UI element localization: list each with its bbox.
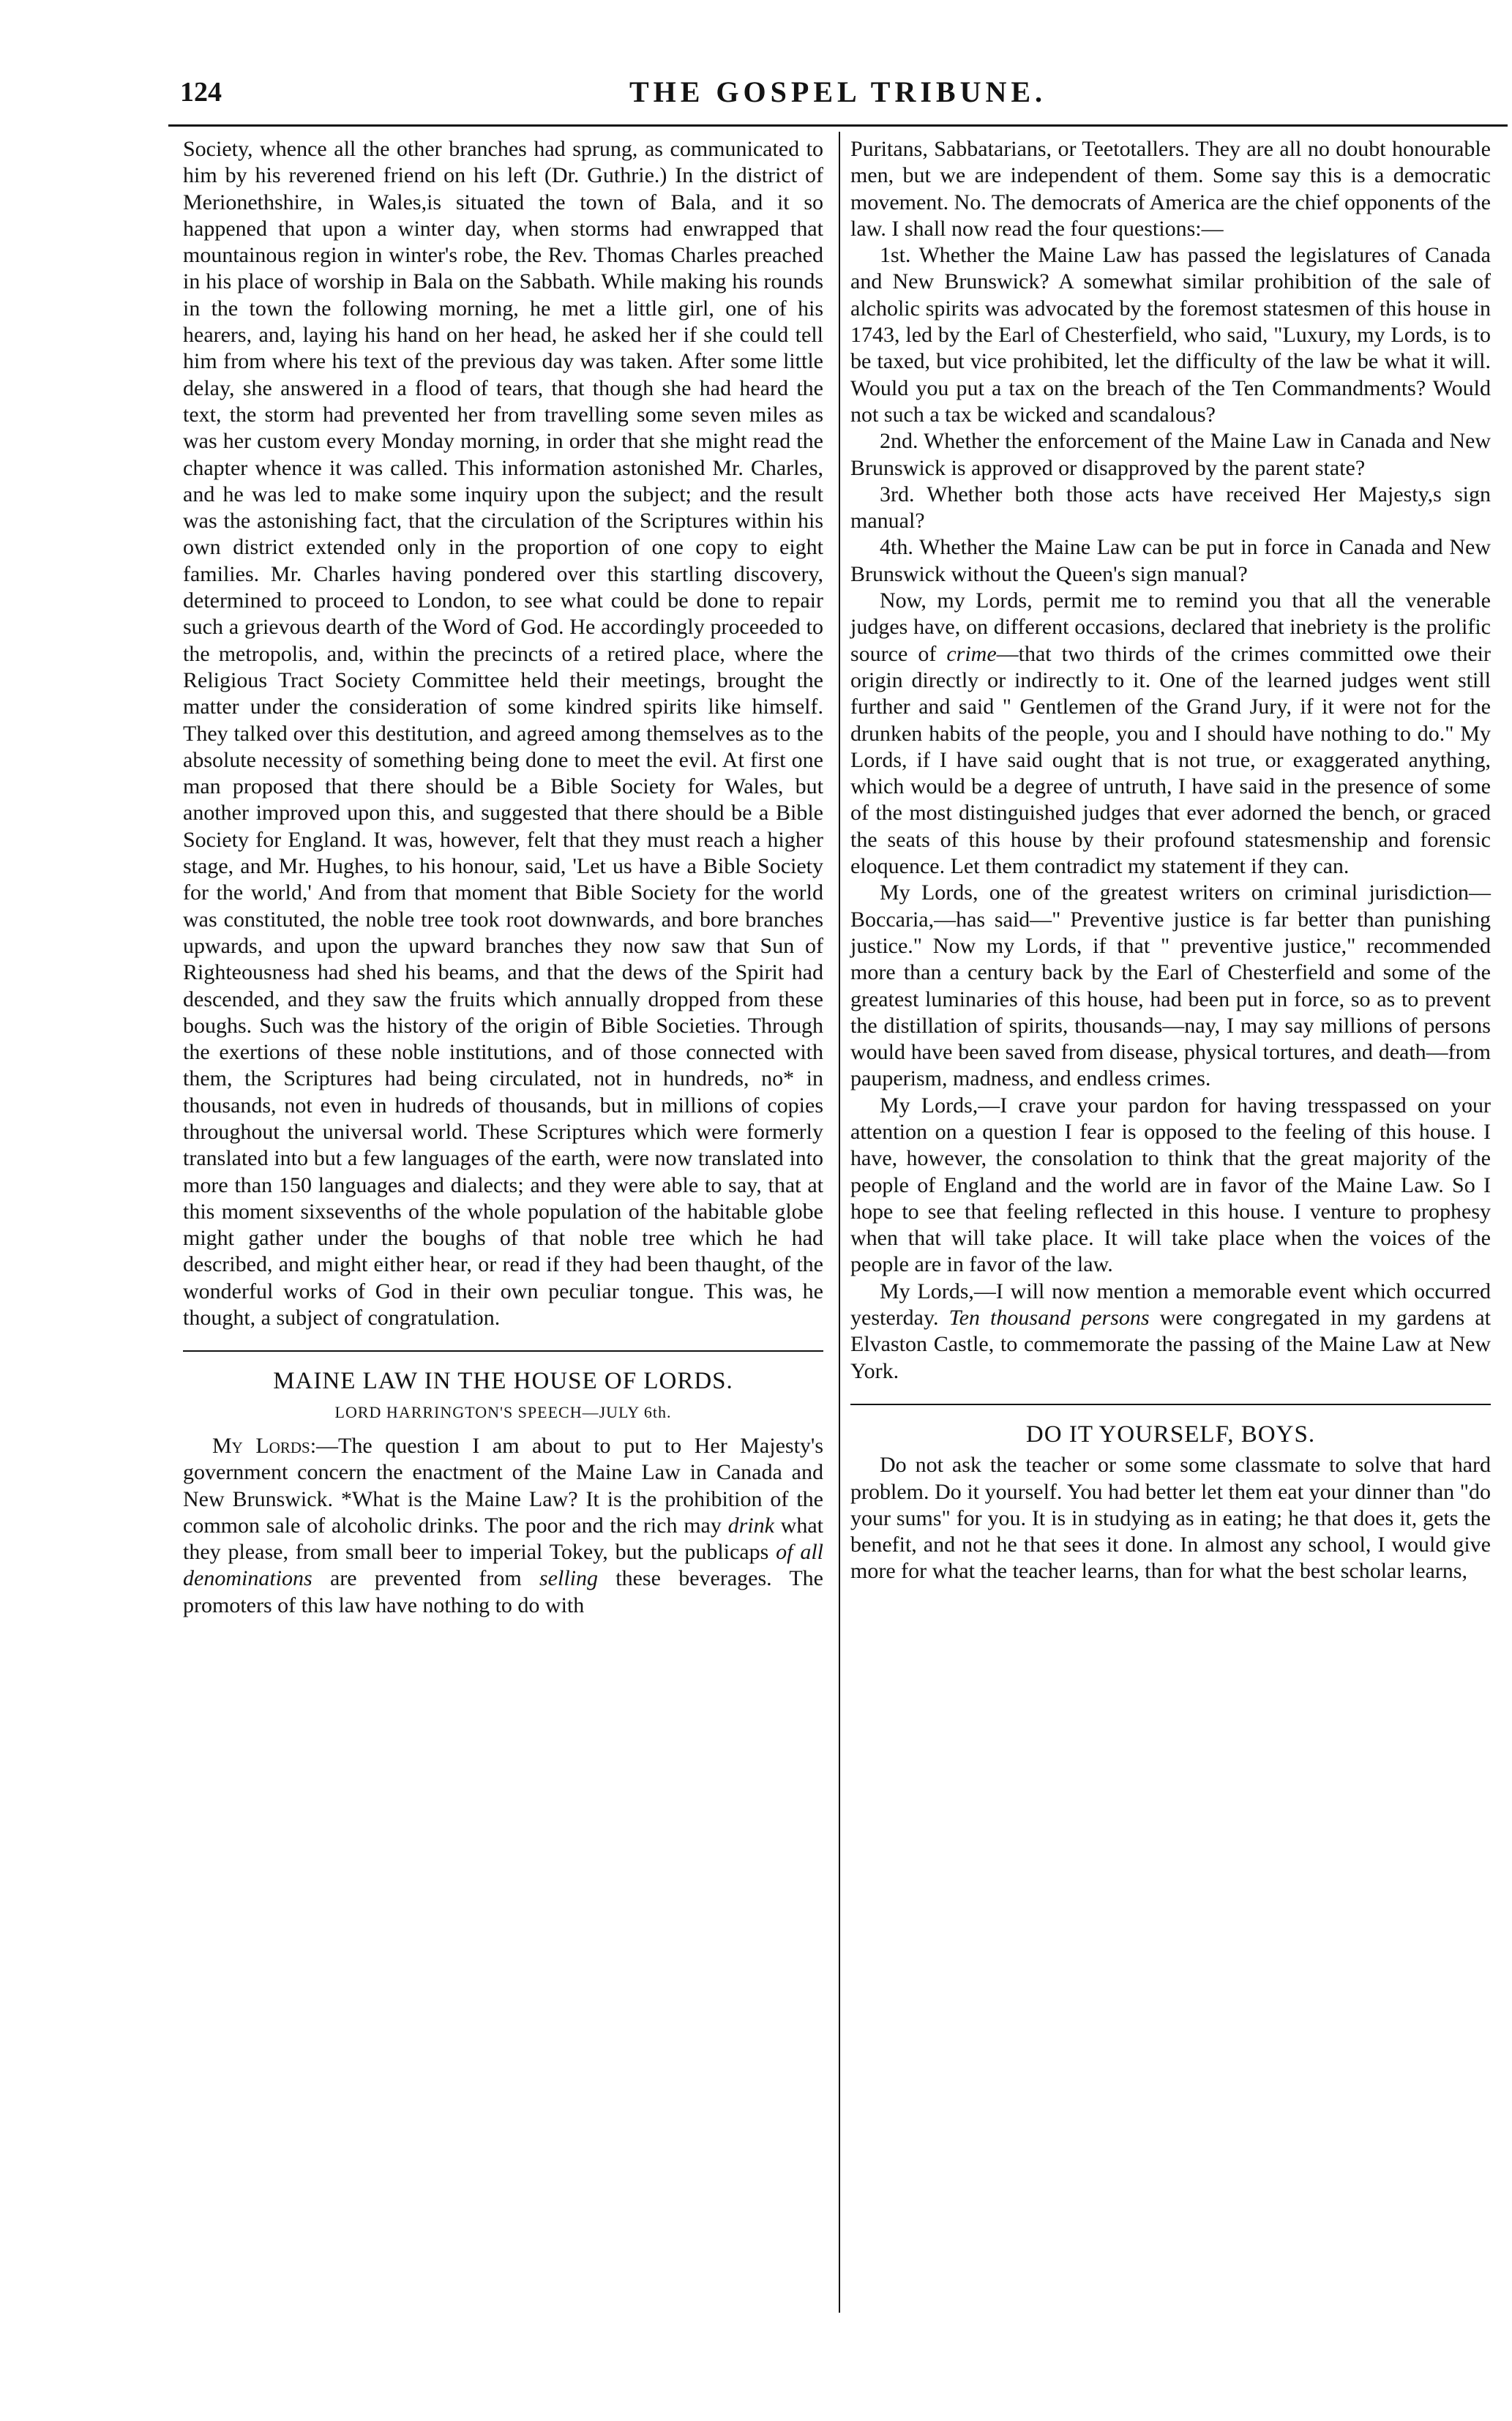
maine-law-title: MAINE LAW IN THE HOUSE OF LORDS. — [273, 1368, 733, 1395]
column-divider — [839, 132, 840, 2313]
preventive-justice-paragraph: My Lords, one of the greatest writers on criminal jurisdiction—Boccaria,—has said—" Preventive justice is far better than punishing justice." Now my Lords, if that " preventive justice," recommended more than a century back by the Earl of Chesterfield and some of the greatest luminaries of this house, had been put in force, so as to prevent the distillation of spirits, thousands—nay, I may say millions of persons would have been saved from disease, physical tortures, and death—from pauperism, madness, and endless crimes. — [850, 880, 1491, 1091]
maine-law-continued-paragraph: Puritans, Sabbatarians, or Teetotallers. They are all no doubt honourable men, but we are independent of them. Some say this is a democratic movement. No. The democrats of America are the chief opponents of the law. I shall now read the four questions:— — [850, 137, 1491, 241]
italic-selling: selling — [539, 1566, 598, 1591]
question-3-paragraph: 3rd. Whether both those acts have received Her Majesty,s sign manual? — [850, 482, 1491, 534]
question-2-paragraph: 2nd. Whether the enforcement of the Maine Law in Canada and New Brunswick is approved or disapproved by the parent state? — [850, 429, 1491, 480]
left-column — [183, 136, 823, 1619]
journal-title: THE GOSPEL TRIBUNE. — [629, 75, 1047, 108]
italic-crime: crime — [946, 641, 997, 666]
do-it-yourself-paragraph: Do not ask the teacher or some some classmate to solve that hard problem. Do it yourself. You had better let them eat your dinner than "do your sums" for you. It is in studying as in eating; he that does it, gets the benefit, and not he that sees it done. In almost any school, I would give more for what the teacher learns, than for what the best scholar learns, — [850, 1453, 1491, 1584]
right-column — [850, 136, 1491, 1585]
opening-salutation: My Lords — [212, 1433, 310, 1458]
judges-paragraph: Now, my Lords, permit me to remind you that all the venerable judges have, on different occasions, declared that inebriety is the prolific source of crime—that two thirds of the crimes committed owe their origin directly or indirectly to it. One of the learned judges went still further and said " Gentlemen of the Grand Jury, if it were not for the drunken habits of the people, you and I should have nothing to do." My Lords, if I have said ought that is not true, or exaggerated anything, which would be a degree of untruth, I have said in the presence of some of the most distinguished judges that ever adorned the bench, or graced the seats of this house by their profound statesmenship and forensic eloquence. Let them contradict my statement if they can. — [850, 588, 1491, 879]
question-1-paragraph: 1st. Whether the Maine Law has passed the legislatures of Canada and New Brunswick? A somewhat similar prohibition of the sale of alcholic spirits was advocated by the foremost statesmen of this house in 1743, led by the Earl of Chesterfield, who said, "Luxury, my Lords, is to be taxed, but vice prohibited, let the difficulty of the law be what it will. Would you put a tax on the breach of the Ten Commandments? Would not such a tax be wicked and scandalous? — [850, 243, 1491, 427]
header-rule — [168, 124, 1508, 127]
italic-ten-thousand: Ten thousand persons — [948, 1306, 1150, 1331]
section-rule-do-it-yourself — [850, 1404, 1491, 1405]
maine-law-subtitle: LORD HARRINGTON'S SPEECH—JULY 6th. — [334, 1402, 672, 1421]
bible-society-paragraph: Society, whence all the other branches had sprung, as communicated to him by his reverened friend on his left (Dr. Guthrie.) In the district of Merionethshire, in Wales,is situated the town of Bala, and it so happened that upon a winter day, when storms had enwrapped that mountainous region in winter's robe, the Rev. Thomas Charles preached in his place of worship in Bala on the Sabbath. While making his rounds in the town the following morning, he met a little girl, one of his hearers, and, laying his hand on her head, he asked her if she could tell him from where his text of the previous day was taken. After some little delay, she answered in a flood of tears, that though she had heard the text, the storm had prevented her from travelling some seven miles as was her custom every Monday morning, in order that she might read the chapter whence it was called. This information astonished Mr. Charles, and he was led to make some inquiry upon the subject; and the result was the astonishing fact, that the circulation of the Scriptures within his own district extended only in the proportion of one copy to eight families. Mr. Charles having pondered over this startling discovery, determined to proceed to London, to see what could be done to repair such a grievous dearth of the Word of God. He accordingly proceeded to the metropolis, and, within the precincts of a retired place, where the Religious Tract Society Committee held their meetings, brought the matter under the consideration of some kindred spirits like himself. They talked over this destitution, and agreed among themselves as to the absolute necessity of something being done to meet the evil. At first one man proposed that there should be a Bible Society for Wales, but another improved upon this, and suggested that there should be a Bible Society for England. It was, however, felt that they must reach a higher stage, and Mr. Hughes, to his honour, said, 'Let us have a Bible Society for the world,' And from that moment that Bible Society for the world was constituted, the noble tree took root downwards, and bore branches upwards, and upon the upward branches they now saw that Sun of Righteousness had shed his beams, and that the dews of the Spirit had descended, and they saw the fruits which annually dropped from these boughs. Such was the history of the origin of Bible Societies. Through the exertions of these noble institutions, and of those connected with them, the Scriptures had being circulated, not in hundreds, no* in thousands, not even in hudreds of thousands, but in millions of copies throughout the universal world. These Scriptures which were formerly translated into but a few languages of the earth, were now translated into more than 150 languages and dialects; and they were able to say, that at this moment sixsevenths of the whole population of the habitable globe might gather under the boughs of that noble tree which he had described, and might either hear, or read if they had been thaught, of the wonderful works of God in their own peculiar tongue. This was, he thought, a subject of congratulation. — [183, 137, 823, 1331]
crave-pardon-paragraph: My Lords,—I crave your pardon for having tresspassed on your attention on a question I fear is opposed to the feeling of this house. I have, however, the consolation to think that the great majority of the people of England and the world are in favor of the Maine Law. So I hope to see that feeling reflected in this house. I venture to prophesy when that will take place. It will take place when the voices of the people are in favor of the law. — [850, 1093, 1491, 1277]
page-header — [168, 70, 1508, 114]
section-rule-maine-law — [183, 1350, 823, 1352]
question-4-paragraph: 4th. Whether the Maine Law can be put in force in Canada and New Brunswick without the Queen's sign manual? — [850, 535, 1491, 586]
italic-denominations: of all denominations — [183, 1540, 823, 1591]
memorable-event-paragraph: My Lords,—I will now mention a memorable event which occurred yesterday. Ten thousand persons were congregated in my gardens at Elvaston Castle, to commemorate the passing of the Maine Law at New York. — [850, 1279, 1491, 1383]
italic-drink: drink — [727, 1513, 774, 1538]
maine-law-paragraph-1: My Lords:—The question I am about to put to Her Majesty's government concern the enactment of the Maine Law in Canada and New Brunswick. *What is the Maine Law? It is the prohibition of the common sale of alcoholic drinks. The poor and the rich may drink what they please, from small beer to imperial Tokey, but the publicaps of all denominations are prevented from selling these beverages. The promoters of this law have nothing to do with — [183, 1433, 823, 1617]
page-number: 124 — [180, 77, 222, 108]
do-it-yourself-title: DO IT YOURSELF, BOYS. — [1025, 1421, 1316, 1448]
